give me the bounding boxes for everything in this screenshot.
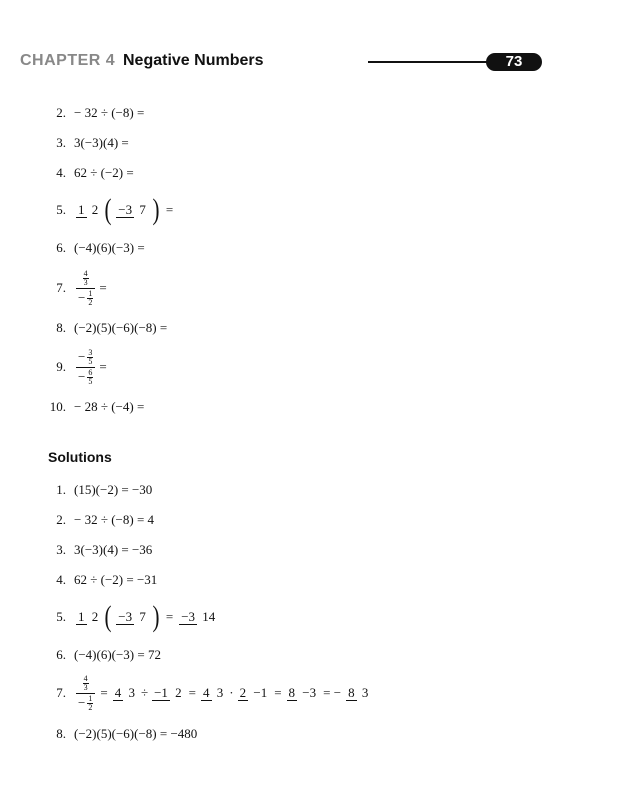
numerator: 1 [88, 288, 93, 298]
solution-expression [74, 602, 219, 632]
problem-number: 9. [56, 359, 66, 374]
equals-minus: = − [323, 685, 342, 700]
denominator: 2 [88, 702, 93, 712]
complex-fraction [76, 349, 95, 386]
numerator: −3 [181, 609, 196, 624]
solution-number: 5. [56, 609, 66, 624]
result-fraction [179, 609, 217, 625]
solution-number: 7. [56, 685, 66, 700]
header-rule [368, 61, 488, 63]
problem-number: 6. [56, 240, 66, 255]
numerator: 1 [78, 609, 85, 624]
fraction [76, 202, 100, 218]
minus-sign: − [78, 695, 86, 710]
page-number-badge: 73 [486, 53, 542, 71]
equals-sign: = [99, 359, 107, 374]
equals-sign: = [165, 609, 174, 624]
denominator: 3 [216, 685, 224, 700]
solution-expression: (15)(−2) = −30 [74, 482, 153, 497]
fraction [76, 609, 100, 625]
denominator: 5 [88, 356, 93, 366]
numerator: −3 [118, 609, 133, 624]
solution-expression: (−4)(6)(−3) = 72 [74, 647, 161, 662]
problem-number: 3. [56, 135, 66, 150]
denominator: 7 [139, 609, 146, 624]
solution-number: 3. [56, 542, 66, 557]
complex-denominator [76, 368, 95, 386]
solution-expression: (−2)(5)(−6)(−8) = −480 [74, 726, 198, 741]
problem-4 [40, 163, 134, 183]
problem-10 [40, 397, 144, 417]
chapter-label: CHAPTER 4 [20, 52, 116, 69]
left-paren: ( [104, 193, 112, 226]
fraction [238, 685, 270, 701]
solutions-heading: Solutions [48, 449, 112, 465]
right-paren: ) [152, 600, 160, 633]
numerator: 1 [78, 202, 85, 217]
complex-fraction [76, 270, 95, 307]
multiply-dot: · [229, 685, 234, 700]
solution-2 [40, 510, 154, 530]
numerator: 2 [239, 685, 247, 700]
solution-number: 6. [56, 647, 66, 662]
denominator: 2 [91, 609, 99, 624]
complex-denominator [76, 694, 95, 712]
denominator: 2 [175, 685, 182, 700]
left-paren: ( [104, 600, 112, 633]
small-fraction [83, 675, 89, 692]
problem-3 [40, 133, 129, 153]
complex-numerator [76, 675, 95, 694]
small-fraction [87, 369, 93, 386]
equals-sign: = [99, 280, 107, 295]
chapter-title: Negative Numbers [123, 52, 264, 69]
complex-denominator [76, 289, 95, 307]
fraction [287, 685, 319, 701]
small-fraction [87, 695, 93, 712]
numerator: −1 [154, 685, 168, 700]
equals-sign: = [165, 202, 174, 217]
numerator: 1 [88, 693, 93, 703]
problem-number: 5. [56, 202, 66, 217]
numerator: 6 [88, 367, 93, 377]
solution-3 [40, 540, 152, 560]
numerator: 3 [88, 347, 93, 357]
problem-7 [40, 268, 107, 307]
solution-6 [40, 645, 161, 665]
denominator: −3 [302, 685, 317, 700]
solution-4 [40, 570, 157, 590]
divide-sign: ÷ [140, 685, 149, 700]
problem-number: 10. [49, 399, 66, 414]
result-fraction [346, 685, 370, 701]
denominator: 3 [83, 682, 88, 692]
solution-number: 8. [56, 726, 66, 741]
solution-8 [40, 724, 197, 744]
problem-number: 2. [56, 105, 66, 120]
denominator: 3 [361, 685, 369, 700]
fraction [113, 685, 137, 701]
equals-sign: = [274, 685, 282, 700]
complex-numerator [76, 349, 95, 368]
page-header [20, 50, 530, 76]
denominator: −1 [253, 685, 268, 700]
problem-expression [74, 349, 107, 386]
problem-number: 8. [56, 320, 66, 335]
denominator: 3 [83, 277, 88, 287]
problem-6 [40, 238, 145, 258]
solution-5 [40, 600, 219, 633]
equals-sign: = [100, 685, 108, 700]
problem-9 [40, 347, 107, 386]
numerator: 8 [288, 685, 296, 700]
solution-expression: 3(−3)(4) = −36 [74, 542, 153, 557]
numerator: 4 [83, 673, 88, 683]
fraction [152, 685, 184, 701]
denominator: 2 [88, 297, 93, 307]
problem-expression: − 32 ÷ (−8) = [74, 105, 145, 120]
numerator: −3 [118, 202, 133, 217]
solution-number: 1. [56, 482, 66, 497]
complex-numerator [76, 270, 95, 289]
small-fraction [87, 290, 93, 307]
fraction [201, 685, 225, 701]
complex-fraction [76, 675, 95, 712]
denominator: 14 [202, 609, 216, 624]
denominator: 2 [91, 202, 99, 217]
problem-expression: (−4)(6)(−3) = [74, 240, 145, 255]
problem-number: 4. [56, 165, 66, 180]
problem-5 [40, 193, 174, 226]
problem-number: 7. [56, 280, 66, 295]
denominator: 7 [139, 202, 146, 217]
small-fraction [87, 349, 93, 366]
numerator: 4 [114, 685, 122, 700]
minus-sign: − [78, 290, 86, 305]
numerator: 8 [348, 685, 355, 700]
solution-1 [40, 480, 152, 500]
problem-expression: 3(−3)(4) = [74, 135, 129, 150]
solution-expression [74, 675, 372, 712]
numerator: 4 [203, 685, 210, 700]
solution-expression: − 32 ÷ (−8) = 4 [74, 512, 155, 527]
minus-sign: − [78, 369, 86, 384]
problem-2 [40, 103, 144, 123]
solution-7 [40, 673, 372, 712]
problem-expression: (−2)(5)(−6)(−8) = [74, 320, 168, 335]
problem-expression [74, 270, 107, 307]
minus-sign: − [78, 349, 86, 364]
equals-sign: = [188, 685, 197, 700]
solution-number: 2. [56, 512, 66, 527]
problem-8 [40, 318, 167, 338]
right-paren: ) [152, 193, 160, 226]
problem-expression: − 28 ÷ (−4) = [74, 399, 145, 414]
solution-expression: 62 ÷ (−2) = −31 [74, 572, 158, 587]
fraction [116, 609, 148, 625]
numerator: 4 [83, 268, 88, 278]
problem-expression: 62 ÷ (−2) = [74, 165, 134, 180]
solution-number: 4. [56, 572, 66, 587]
denominator: 3 [128, 685, 135, 700]
fraction [116, 202, 148, 218]
small-fraction [83, 270, 89, 287]
denominator: 5 [88, 376, 93, 386]
problem-expression [74, 195, 173, 225]
